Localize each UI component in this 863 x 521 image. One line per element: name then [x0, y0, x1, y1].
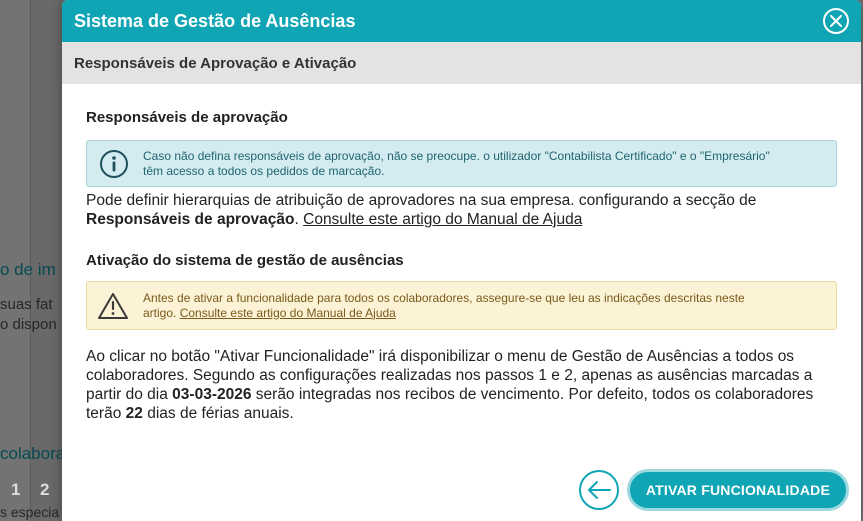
activation-paragraph — [86, 347, 837, 423]
pagination-page-1: 1 — [11, 480, 21, 499]
subheader-title: Responsáveis de Aprovação e Ativação — [74, 54, 357, 72]
warning-alert-text — [143, 291, 745, 321]
info-alert — [86, 140, 837, 187]
activation-date: 03-03-2026 — [172, 386, 252, 403]
back-button[interactable] — [579, 470, 619, 510]
arrow-left-icon — [586, 480, 612, 500]
warning-help-link[interactable]: Consulte este artigo do Manual de Ajuda — [179, 305, 396, 320]
modal-content — [62, 109, 861, 423]
warning-icon — [97, 292, 129, 320]
warning-alert — [86, 281, 837, 330]
modal-header — [62, 0, 861, 42]
activation-text: Ao clicar no botão "Ativar Funcionalidade" irá disponibilizar o menu de Gestão de Ausências a todos os colaboradores. Segundo as configurações realizadas nos passos 1 e 2, apenas as ausências marcadas a partir do dia — [86, 348, 813, 403]
approval-paragraph-sep: . — [294, 211, 299, 228]
section-approval-title: Responsáveis de aprovação — [86, 109, 288, 126]
info-line: têm acesso a todos os pedidos de marcação. — [143, 163, 385, 178]
modal-dialog — [62, 0, 861, 521]
info-alert-text — [143, 149, 770, 179]
info-line: Caso não defina responsáveis de aprovação, não se preocupe. o utilizador "Contabilista Certificado" e o "Empresário" — [143, 148, 770, 163]
warning-line: artigo. — [143, 305, 177, 320]
activation-text: dias de férias anuais. — [147, 405, 294, 422]
modal-subheader — [62, 42, 861, 84]
approval-paragraph-bold: Responsáveis de aprovação — [86, 211, 295, 228]
modal-title: Sistema de Gestão de Ausências — [74, 10, 356, 31]
modal-footer — [579, 469, 849, 511]
approval-paragraph-text: Pode definir hierarquias de atribuição de aprovadores na sua empresa. configurando a secção de — [86, 192, 757, 209]
close-icon — [830, 15, 842, 27]
info-icon — [99, 149, 129, 179]
approval-paragraph — [86, 191, 837, 229]
close-button[interactable] — [823, 8, 849, 34]
warning-line: Antes de ativar a funcionalidade para todos os colaboradores, assegure-se que leu as indicações descritas neste — [143, 290, 745, 305]
section-activation-title: Ativação do sistema de gestão de ausências — [86, 252, 404, 269]
pagination-page-2: 2 — [40, 480, 50, 499]
vacation-days: 22 — [125, 405, 143, 422]
activate-feature-button[interactable]: ATIVAR FUNCIONALIDADE — [627, 469, 849, 511]
help-article-link[interactable]: Consulte este artigo do Manual de Ajuda — [303, 211, 583, 228]
activation-text: serão integradas nos recibos de vencimento. Por defeito, todos os colaboradores terão — [86, 386, 814, 422]
